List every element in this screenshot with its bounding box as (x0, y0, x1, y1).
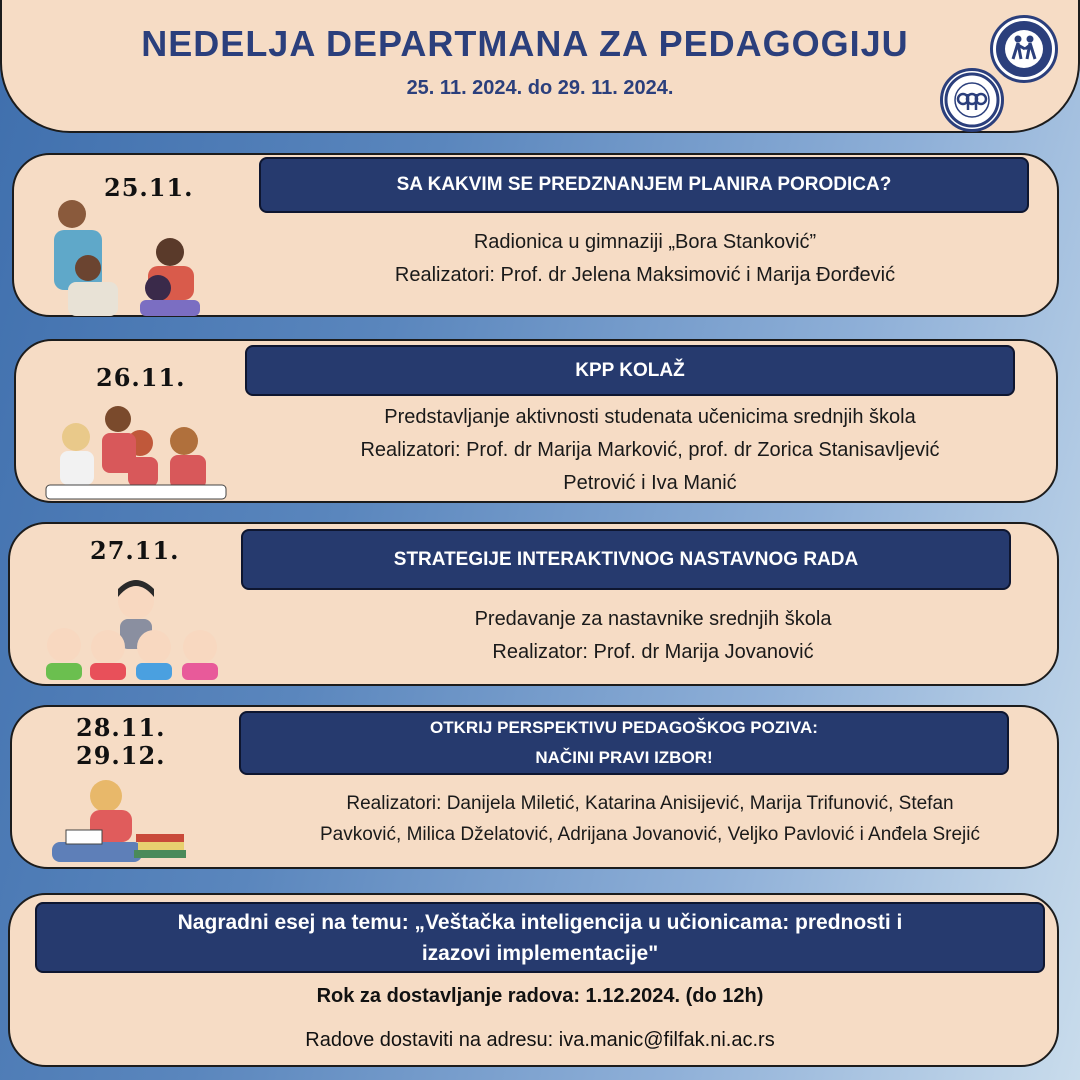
event-date-end: 29.12. (76, 741, 166, 770)
event-description (250, 401, 1050, 500)
family-illustration-icon (40, 196, 220, 316)
event-title-line: NAČINI PRAVI IZBOR! (535, 748, 713, 767)
page-title: NEDELJA DEPARTMANA ZA PEDAGOGIJU (141, 23, 909, 64)
description-line: Realizatori: Prof. dr Marija Marković, prof. dr Zorica Stanisavljević (360, 439, 940, 461)
essay-title-banner (35, 902, 1045, 973)
event-title-banner: KPP KOLAŽ (245, 345, 1015, 396)
event-date: 27.11. (90, 536, 180, 565)
event-date (76, 714, 166, 770)
event-title-banner (239, 711, 1009, 775)
essay-title-line: Nagradni esej na temu: „Veštačka inteligencija u učionicama: prednosti i (177, 910, 903, 934)
description-line: Predstavljanje aktivnosti studenata učenicima srednjih škola (384, 406, 916, 428)
students-reading-illustration-icon (36, 403, 236, 501)
event-date: 26.11. (96, 363, 186, 392)
event-title-banner: SA KAKVIM SE PREDZNANJEM PLANIRA PORODICA? (259, 157, 1029, 213)
description-line: Pavković, Milica Dželatović, Adrijana Jovanović, Veljko Pavlović i Anđela Srejić (319, 824, 981, 845)
event-description (260, 226, 1030, 292)
student-studying-illustration-icon (46, 770, 196, 866)
description-line: Realizatori: Danijela Miletić, Katarina Anisijević, Marija Trifunović, Stefan (346, 793, 954, 814)
event-date-range: 25. 11. 2024. do 29. 11. 2024. (406, 77, 674, 99)
description-line: Realizatori: Prof. dr Jelena Maksimović i Marija Đorđević (394, 264, 896, 286)
event-description (250, 788, 1050, 850)
university-pedagogy-logo-icon (990, 15, 1058, 83)
essay-title-line: izazovi implementacije" (421, 941, 659, 965)
description-line: Petrović i Iva Manić (563, 472, 737, 494)
event-date: 25.11. (104, 173, 194, 202)
essay-submission-address: Radove dostaviti na adresu: iva.manic@filfak.ni.ac.rs (305, 1029, 775, 1051)
essay-deadline: Rok za dostavljanje radova: 1.12.2024. (do 12h) (316, 985, 764, 1007)
description-line: Realizator: Prof. dr Marija Jovanović (492, 641, 814, 663)
event-title-line: OTKRIJ PERSPEKTIVU PEDAGOŠKOG POZIVA: (430, 718, 818, 737)
header-panel (0, 0, 1080, 133)
event-date-start: 28.11. (76, 713, 166, 742)
description-line: Predavanje za nastavnike srednjih škola (474, 608, 832, 630)
faculty-philosophy-logo-icon (940, 68, 1004, 132)
event-title-banner: STRATEGIJE INTERAKTIVNOG NASTAVNOG RADA (241, 529, 1011, 590)
event-description (268, 603, 1038, 669)
teacher-and-kids-illustration-icon (36, 575, 236, 680)
description-line: Radionica u gimnaziji „Bora Stanković” (473, 231, 817, 253)
